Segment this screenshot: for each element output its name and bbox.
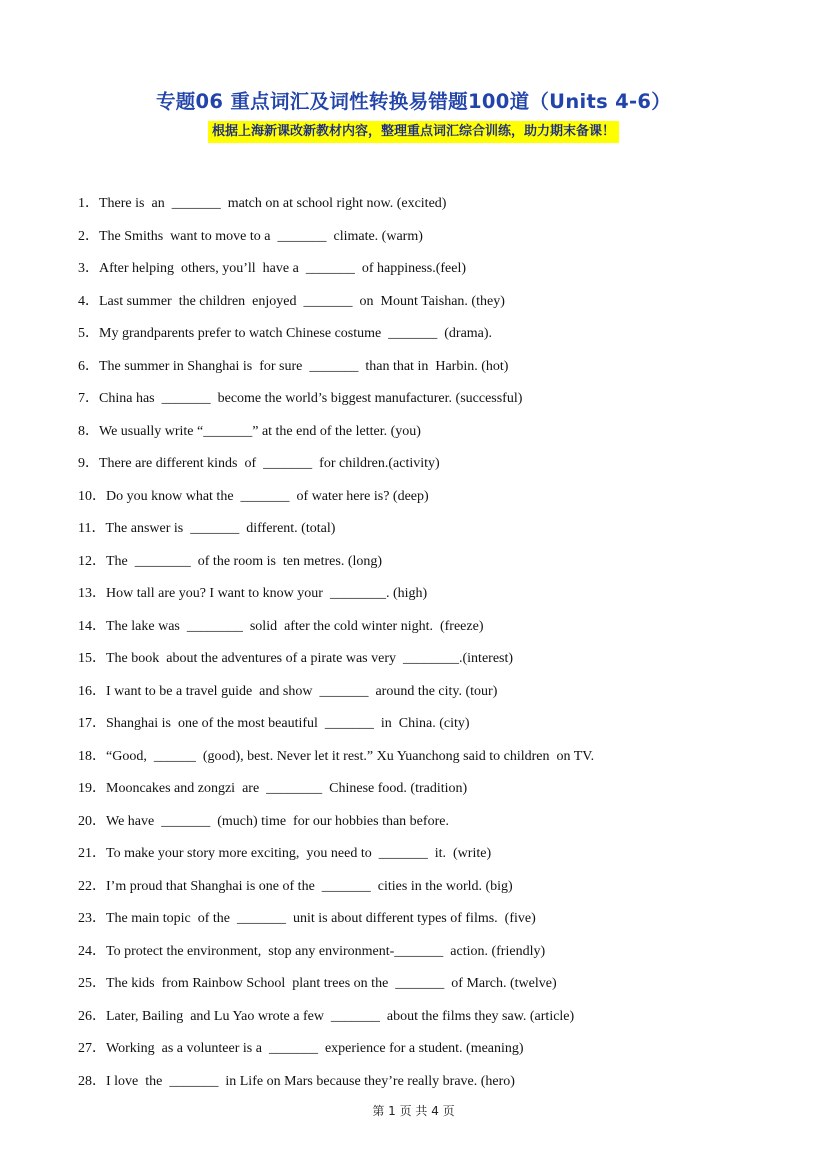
question-item	[78, 420, 778, 453]
question-item	[78, 680, 778, 713]
question-text: The lake was ________ solid after the cold winter night. (freeze)	[106, 618, 484, 634]
subtitle-container	[0, 121, 827, 143]
question-number: 20．	[78, 813, 106, 829]
question-number: 24．	[78, 943, 106, 959]
question-text: The summer in Shanghai is for sure _______ than that in Harbin. (hot)	[99, 358, 509, 374]
question-number: 26．	[78, 1008, 106, 1024]
question-text: I’m proud that Shanghai is one of the _______ cities in the world. (big)	[106, 878, 513, 894]
question-number: 16．	[78, 683, 106, 699]
question-text: The kids from Rainbow School plant trees on the _______ of March. (twelve)	[106, 976, 557, 991]
question-number: 11．	[78, 521, 106, 536]
question-text: Mooncakes and zongzi are ________ Chinese food. (tradition)	[106, 781, 468, 796]
question-item	[78, 940, 778, 973]
question-number: 19．	[78, 781, 106, 796]
question-item	[78, 777, 778, 810]
question-text: We usually write “_______” at the end of the letter. (you)	[99, 423, 421, 439]
question-item	[78, 485, 778, 518]
question-number: 9．	[78, 456, 99, 471]
question-item	[78, 322, 778, 355]
question-number: 23．	[78, 911, 106, 926]
question-item	[78, 842, 778, 875]
question-item	[78, 1005, 778, 1038]
question-text: How tall are you? I want to know your ________. (high)	[106, 586, 428, 601]
question-text: Last summer the children enjoyed _______ on Mount Taishan. (they)	[99, 293, 505, 309]
question-text: Shanghai is one of the most beautiful _______ in China. (city)	[106, 716, 470, 731]
page-title: 专题06 重点词汇及词性转换易错题100道（Units 4-6）	[155, 90, 672, 113]
question-item	[78, 875, 778, 908]
question-number: 15．	[78, 651, 106, 666]
question-number: 27．	[78, 1041, 106, 1056]
question-text: “Good, ______ (good), best. Never let it rest.” Xu Yuanchong said to children on TV.	[106, 748, 595, 764]
question-text: The book about the adventures of a pirate was very ________.(interest)	[106, 651, 514, 666]
question-text: The answer is _______ different. (total)	[105, 521, 336, 536]
question-text: Do you know what the _______ of water here is? (deep)	[106, 488, 429, 504]
question-list	[78, 192, 778, 1102]
question-item	[78, 712, 778, 745]
question-number: 13．	[78, 586, 106, 601]
question-text: China has _______ become the world’s biggest manufacturer. (successful)	[99, 391, 523, 406]
question-item	[78, 387, 778, 420]
question-text: The main topic of the _______ unit is about different types of films. (five)	[106, 911, 536, 926]
question-item	[78, 517, 778, 550]
question-number: 7．	[78, 391, 99, 406]
question-item	[78, 647, 778, 680]
question-item	[78, 355, 778, 388]
question-text: To protect the environment, stop any environment-_______ action. (friendly)	[106, 943, 546, 959]
question-text: My grandparents prefer to watch Chinese costume _______ (drama).	[99, 326, 493, 341]
question-text: Working as a volunteer is a _______ experience for a student. (meaning)	[106, 1041, 524, 1056]
question-text: There are different kinds of _______ for children.(activity)	[99, 456, 440, 471]
question-item	[78, 550, 778, 583]
question-number: 28．	[78, 1073, 106, 1089]
question-text: Later, Bailing and Lu Yao wrote a few _______ about the films they saw. (article)	[106, 1008, 575, 1024]
question-text: To make your story more exciting, you need to _______ it. (write)	[106, 846, 492, 861]
question-text: I want to be a travel guide and show _______ around the city. (tour)	[106, 683, 498, 699]
question-text: The Smiths want to move to a _______ climate. (warm)	[99, 228, 423, 244]
question-item	[78, 972, 778, 1005]
question-text: We have _______ (much) time for our hobbies than before.	[106, 813, 449, 829]
question-item	[78, 907, 778, 940]
question-item	[78, 452, 778, 485]
question-number: 1．	[78, 196, 99, 211]
question-number: 6．	[78, 358, 99, 374]
question-number: 5．	[78, 326, 99, 341]
subtitle-highlight: 根据上海新课改新教材内容，整理重点词汇综合训练，助力期末备课！	[208, 121, 619, 143]
question-number: 25．	[78, 976, 106, 991]
question-item	[78, 192, 778, 225]
question-number: 12．	[78, 553, 106, 569]
question-number: 22．	[78, 878, 106, 894]
question-item	[78, 225, 778, 258]
question-item	[78, 290, 778, 323]
question-item	[78, 257, 778, 290]
question-text: The ________ of the room is ten metres. (long)	[106, 553, 383, 569]
question-item	[78, 745, 778, 778]
question-number: 2．	[78, 228, 99, 244]
question-item	[78, 582, 778, 615]
page-footer: 第 1 页 共 4 页	[372, 1104, 455, 1118]
question-text: I love the _______ in Life on Mars because they’re really brave. (hero)	[106, 1073, 515, 1089]
question-text: There is an _______ match on at school right now. (excited)	[99, 196, 447, 211]
question-number: 17．	[78, 716, 106, 731]
question-item	[78, 1037, 778, 1070]
question-text: After helping others, you’ll have a _______ of happiness.(feel)	[99, 261, 467, 276]
question-number: 14．	[78, 618, 106, 634]
question-item	[78, 1070, 778, 1103]
question-item	[78, 810, 778, 843]
question-number: 10．	[78, 488, 106, 504]
question-number: 18．	[78, 748, 106, 764]
question-number: 4．	[78, 293, 99, 309]
question-item	[78, 615, 778, 648]
question-number: 3．	[78, 261, 99, 276]
question-number: 21．	[78, 846, 106, 861]
question-number: 8．	[78, 423, 99, 439]
